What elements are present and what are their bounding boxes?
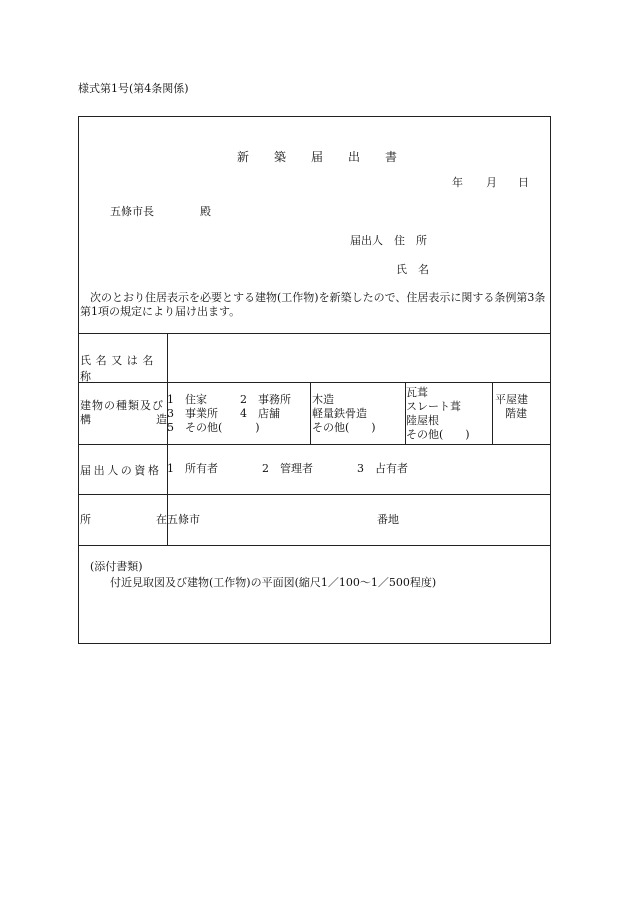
location-suffix: 番地	[377, 513, 399, 526]
row-divider	[78, 444, 551, 445]
roof-line3: 陸屋根	[406, 414, 439, 427]
building-kinds-line1: 1 住家 2 事務所	[167, 393, 291, 406]
structure-line1: 木造	[312, 393, 334, 406]
building-label-line2-right: 造	[156, 413, 167, 426]
structure-line2: 軽量鉄骨造	[312, 407, 367, 420]
roof-line2: スレート葺	[406, 400, 461, 413]
body-text-line1: 次のとおり住居表示を必要とする建物(工作物)を新築したので、住居表示に関する条例第3条	[90, 291, 546, 304]
date-month: 月	[486, 176, 497, 189]
addressee-name: 五條市長	[110, 205, 154, 218]
roof-line4: その他( )	[406, 428, 470, 441]
location-label-left: 所	[80, 513, 91, 526]
name-label-text: 氏名又は名称	[80, 354, 158, 383]
building-label-line2-left: 構	[80, 413, 91, 426]
structure-line3: その他( )	[312, 421, 376, 434]
title-char: 築	[273, 150, 286, 164]
building-kinds-line2: 3 事業所 4 店舗	[167, 407, 280, 420]
applicant-address-label: 住 所	[394, 234, 427, 247]
location-label-right: 在	[156, 513, 167, 526]
form-title	[237, 148, 397, 165]
row-divider	[78, 494, 551, 495]
floors-line2: 階建	[505, 407, 527, 420]
column-divider	[310, 382, 311, 444]
date-year: 年	[452, 176, 463, 189]
row-divider	[78, 333, 551, 334]
qualification-options: 1 所有者 2 管理者 3 占有者	[167, 462, 408, 475]
building-label-line1: 建物の種類及び	[80, 399, 164, 412]
addressee-honorific: 殿	[200, 205, 211, 218]
column-divider	[492, 382, 493, 444]
floors-line1: 平屋建	[495, 393, 528, 406]
applicant-name-label: 氏 名	[396, 263, 429, 276]
date-day: 日	[518, 176, 529, 189]
row-divider	[78, 545, 551, 546]
roof-line1: 瓦葺	[406, 386, 428, 399]
attachments-item: 付近見取図及び建物(工作物)の平面図(縮尺1／100～1／500程度)	[110, 576, 437, 589]
applicant-label: 届出人	[350, 234, 383, 247]
qualification-label-text: 届出人の資格	[80, 464, 162, 477]
body-text-line2: 第1項の規定により届け出ます。	[80, 305, 241, 318]
attachments-heading: (添付書類)	[90, 560, 143, 573]
name-label	[80, 352, 166, 384]
title-char: 届	[310, 150, 323, 164]
location-city: 五條市	[167, 513, 200, 526]
qualification-label	[80, 462, 166, 478]
form-reference: 様式第1号(第4条関係)	[78, 82, 189, 95]
title-char: 出	[347, 150, 360, 164]
title-char: 書	[384, 150, 397, 164]
title-char: 新	[237, 150, 250, 164]
building-kinds-line3: 5 その他( )	[167, 421, 260, 434]
